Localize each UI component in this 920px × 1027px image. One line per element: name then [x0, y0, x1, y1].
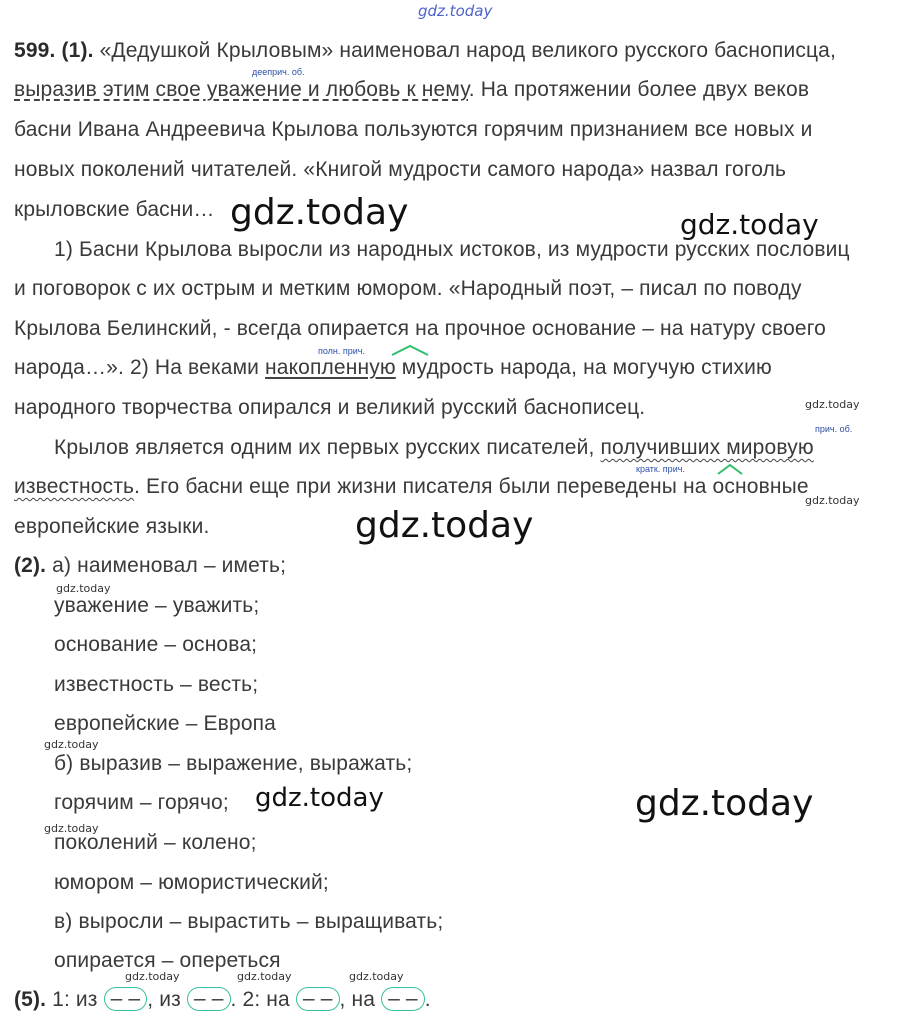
- prefix-pill: – –: [296, 987, 340, 1011]
- p3-line1-a: Крылов является одним их первых русских писателей,: [54, 436, 601, 459]
- watermark-small: gdz.today: [805, 398, 860, 411]
- part-5-label: (5).: [14, 988, 47, 1011]
- paragraph-1-line-5: крыловские басни…: [14, 198, 215, 221]
- paragraph-3-line-3: европейские языки.: [14, 515, 210, 538]
- watermark-small: gdz.today: [349, 970, 404, 983]
- part-5-line: [14, 987, 431, 1013]
- paragraph-3-line-1: [54, 435, 814, 461]
- part-2-label: (2).: [14, 554, 47, 577]
- list-item: известность – весть;: [54, 673, 259, 696]
- list-a-prefix: а): [52, 554, 72, 577]
- list-b-line: [54, 751, 412, 777]
- note-kratk: кратк. прич.: [636, 464, 685, 474]
- watermark: gdz.today: [355, 505, 534, 546]
- note-deeprich: дееприч. об.: [252, 67, 305, 77]
- part5-text: . 2: на: [230, 988, 290, 1011]
- header-watermark: gdz.today: [418, 2, 493, 20]
- part5-text: , на: [339, 988, 376, 1011]
- p2-line4-a: народа…». 2) На веками: [14, 356, 266, 379]
- watermark: gdz.today: [230, 192, 409, 233]
- watermark-small: gdz.today: [44, 822, 99, 835]
- watermark-small: gdz.today: [125, 970, 180, 983]
- list-item: наименовал – иметь;: [77, 554, 287, 577]
- part-1-label: (1).: [61, 39, 94, 62]
- paragraph-1-line-4: новых поколений читателей. «Книгой мудрости самого народа» назвал гоголь: [14, 158, 787, 181]
- part5-text: 1: из: [52, 988, 98, 1011]
- paragraph-1-line-3: басни Ивана Андреевича Крылова пользуются горячим признанием все новых и: [14, 118, 813, 141]
- p1-line1-text: «Дедушкой Крыловым» наименовал народ великого русского баснописца,: [99, 39, 836, 62]
- list-item: основание – основа;: [54, 633, 258, 656]
- watermark-small: gdz.today: [56, 582, 111, 595]
- paragraph-2-line-1: 1) Басни Крылова выросли из народных истоков, из мудрости русских пословиц: [54, 238, 850, 261]
- p1-line2-rest: . На протяжении более двух веков: [468, 78, 810, 101]
- watermark: gdz.today: [635, 783, 814, 824]
- list-item: европейские – Европа: [54, 712, 276, 735]
- paragraph-3-line-2: [14, 474, 809, 500]
- paragraph-2-line-2: и поговорок с их острым и метким юмором. «Народный поэт, – писал по поводу: [14, 277, 802, 300]
- paragraph-2-line-5: народного творчества опирался и великий русский баснописец.: [14, 396, 646, 419]
- part5-text: , из: [147, 988, 181, 1011]
- participial-phrase-wavy: получивших мировую: [600, 436, 814, 459]
- list-item: опирается – опереться: [54, 949, 281, 972]
- p3-line2-c: на основные: [677, 475, 809, 498]
- list-item: поколений – колено;: [54, 831, 257, 854]
- paragraph-2-line-3: Крылова Белинский, - всегда опирается на прочное основание – на натуру своего: [14, 317, 826, 340]
- p3-line2-wavy: известность: [14, 475, 135, 498]
- p2-line4-b: мудрость народа, на могучую стихию: [395, 356, 772, 379]
- list-b-prefix: б): [54, 752, 74, 775]
- watermark: gdz.today: [255, 783, 384, 813]
- prefix-pill: – –: [381, 987, 425, 1011]
- paragraph-1-line-2: [14, 77, 809, 103]
- p3-line2-b: . Его басни еще при жизни писателя были: [134, 475, 557, 498]
- note-poln: полн. прич.: [318, 346, 365, 356]
- short-participle: переведены: [556, 475, 678, 498]
- list-c-line: [54, 909, 443, 935]
- list-item: горячим – горячо;: [54, 791, 229, 814]
- watermark-small: gdz.today: [44, 738, 99, 751]
- watermark: gdz.today: [680, 208, 819, 241]
- prefix-pill: – –: [104, 987, 148, 1011]
- note-prich-ob: прич. об.: [815, 424, 853, 434]
- paragraph-2-line-4: [14, 355, 772, 381]
- paragraph-1-line-1: [14, 38, 836, 64]
- list-item: выросли – вырастить – выращивать;: [78, 910, 444, 933]
- watermark-small: gdz.today: [805, 494, 860, 507]
- list-a-line: [14, 553, 286, 579]
- list-item: выразив – выражение, выражать;: [79, 752, 413, 775]
- list-item: уважение – уважить;: [54, 594, 260, 617]
- list-item: юмором – юмористический;: [54, 871, 329, 894]
- participle-word: накопленную: [265, 356, 396, 379]
- exercise-number: 599.: [14, 39, 56, 62]
- watermark-small: gdz.today: [237, 970, 292, 983]
- participial-phrase: выразив этим свое уважение и любовь к нему: [14, 78, 469, 101]
- prefix-pill: – –: [187, 987, 231, 1011]
- part5-text: .: [424, 988, 431, 1011]
- list-c-prefix: в): [54, 910, 73, 933]
